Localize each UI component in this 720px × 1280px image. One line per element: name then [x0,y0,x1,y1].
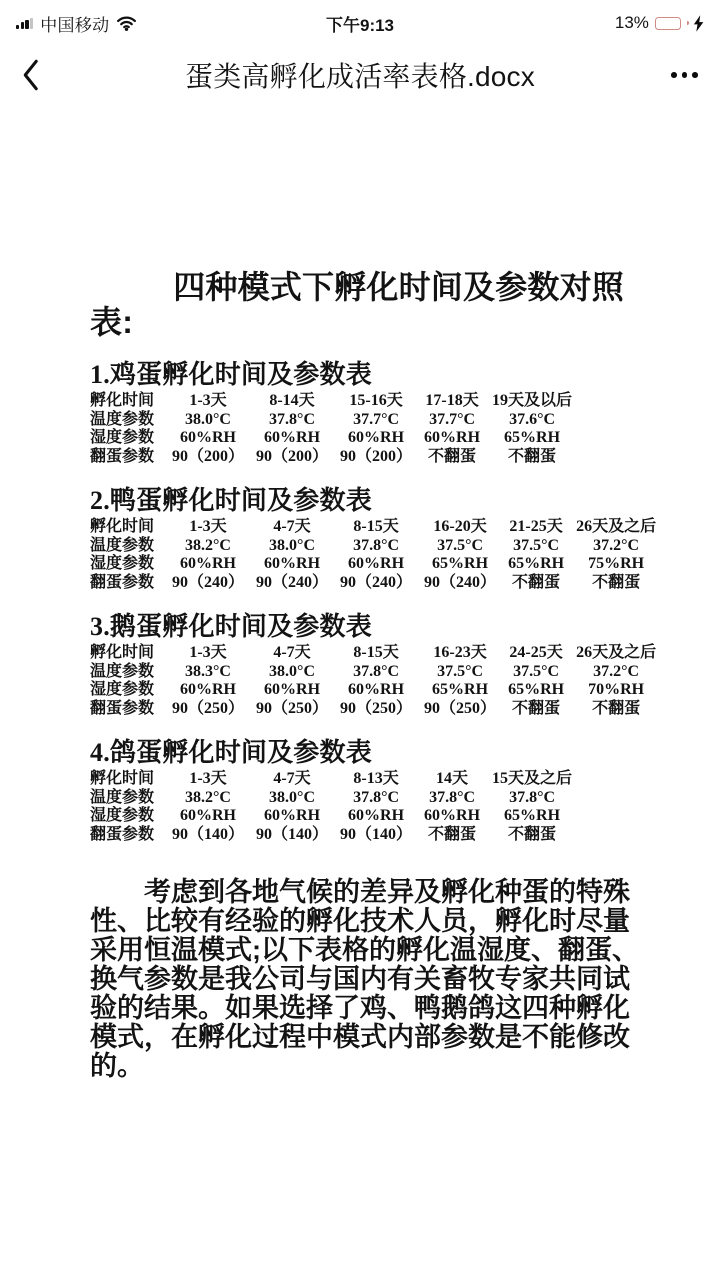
table-cell: 60%RH [180,429,236,446]
table-cell: 37.2°C [593,662,640,680]
table-cell: 8-15天 [353,644,399,661]
table-cell: 37.6°C [509,410,556,428]
table-cell: 65%RH [504,807,561,824]
parameter-table [90,392,578,466]
battery-icon [655,17,681,30]
table-cell: 8-14天 [269,392,315,409]
table-cell: 60%RH [424,429,481,446]
table-cell: 65%RH [432,555,489,572]
table-cell: 37.8°C [429,788,476,806]
battery-percent-label: 13% [614,13,649,32]
table-cell: 38.2°C [185,536,231,554]
document-page [0,269,657,1081]
table-cell: 90（250） [256,699,329,717]
table-cell: 65%RH [508,681,565,698]
table-cell: 37.8°C [353,536,400,554]
table-cell: 60%RH [264,807,321,824]
carrier-label: 中国移动 [40,15,110,35]
table-cell: 37.8°C [269,410,315,428]
table-cell: 90（140） [256,825,329,843]
table-cell: 37.5°C [437,662,484,680]
table-row [90,518,662,537]
table-row [90,555,662,574]
table-cell: 37.8°C [353,788,400,806]
row-label: 温度参数 [90,662,155,680]
table-cell: 60%RH [264,429,321,446]
table-cell: 不翻蛋 [512,573,561,591]
table-cell: 90（250） [424,699,497,717]
table-cell: 60%RH [424,807,481,824]
table-cell: 90（240） [256,573,329,591]
row-label: 温度参数 [90,536,155,554]
table-cell: 37.8°C [353,662,400,680]
table-row [90,663,662,682]
table-row [90,770,578,789]
section-heading: 4.鸽蛋孵化时间及参数表 [90,738,372,767]
table-cell: 38.0°C [269,788,315,806]
table-cell: 70%RH [588,681,645,698]
table-row [90,807,578,826]
table-cell: 14天 [436,770,469,787]
row-label: 湿度参数 [90,681,155,698]
table-cell: 16-23天 [433,644,487,661]
document-note-paragraph: 考虑到各地气候的差异及孵化种蛋的特殊性、比较有经验的孵化技术人员，孵化时尽量采用恒温模式;以下表格的孵化温湿度、翻蛋、换气参数是我公司与国内有关畜牧专家共同试验的结果。如果选择了鸡、鸭鹅鸽这四种孵化模式，在孵化过程中模式内部参数是不能修改的。 [90,877,639,1081]
section-heading: 3.鹅蛋孵化时间及参数表 [90,612,372,641]
table-cell: 17-18天 [425,392,479,409]
back-button[interactable] [22,59,52,91]
table-cell: 24-25天 [509,644,563,661]
section-heading: 1.鸡蛋孵化时间及参数表 [90,360,372,389]
table-cell: 38.0°C [269,536,315,554]
table-cell: 60%RH [180,555,236,572]
table-cell: 不翻蛋 [512,699,561,717]
more-options-button[interactable] [671,72,698,78]
table-cell: 不翻蛋 [508,825,557,843]
table-cell: 1-3天 [189,392,227,409]
table-cell: 不翻蛋 [592,699,641,717]
row-label: 翻蛋参数 [90,825,155,843]
table-row [90,429,578,448]
table-cell: 37.5°C [437,536,484,554]
table-cell: 90（250） [340,699,413,717]
chevron-left-icon [22,59,39,91]
table-cell: 37.7°C [353,410,400,428]
table-cell: 1-3天 [189,518,227,535]
table-row [90,448,578,467]
parameter-table [90,770,578,844]
table-cell: 4-7天 [273,770,311,787]
table-cell: 90（140） [172,825,245,843]
row-label: 孵化时间 [90,518,155,535]
table-cell: 15天及之后 [492,770,573,787]
table-cell: 60%RH [348,429,405,446]
table-cell: 90（200） [340,447,413,465]
table-cell: 90（200） [256,447,329,465]
status-time: 下午9:13 [325,15,395,35]
table-cell: 75%RH [588,555,645,572]
parameter-table [90,518,662,592]
table-cell: 不翻蛋 [508,447,557,465]
more-ellipsis-icon [671,72,698,78]
table-row [90,644,662,663]
table-cell: 90（250） [172,699,245,717]
parameter-table [90,644,662,718]
table-cell: 26天及之后 [576,518,657,535]
table-row [90,411,578,430]
table-cell: 60%RH [264,555,321,572]
row-label: 湿度参数 [90,807,155,824]
row-label: 孵化时间 [90,770,155,787]
table-cell: 60%RH [264,681,321,698]
table-cell: 4-7天 [273,644,311,661]
document-title-bar: 蛋类高孵化成活率表格.docx [185,61,535,92]
table-cell: 26天及之后 [576,644,657,661]
table-cell: 38.0°C [269,662,315,680]
table-cell: 65%RH [508,555,565,572]
table-cell: 不翻蛋 [428,825,477,843]
table-cell: 90（240） [424,573,497,591]
table-row [90,681,662,700]
row-label: 翻蛋参数 [90,573,155,591]
table-cell: 不翻蛋 [592,573,641,591]
table-cell: 不翻蛋 [428,447,477,465]
table-cell: 60%RH [348,681,405,698]
row-label: 翻蛋参数 [90,699,155,717]
section-heading: 2.鸭蛋孵化时间及参数表 [90,486,372,515]
table-cell: 65%RH [432,681,489,698]
table-row [90,789,578,808]
status-bar [0,0,720,42]
table-cell: 38.3°C [185,662,231,680]
row-label: 温度参数 [90,788,155,806]
table-cell: 4-7天 [273,518,311,535]
table-cell: 90（200） [172,447,245,465]
table-cell: 1-3天 [189,770,227,787]
table-cell: 90（240） [340,573,413,591]
table-cell: 21-25天 [509,518,563,535]
table-cell: 90（240） [172,573,245,591]
document-heading: 四种模式下孵化时间及参数对照表: [90,269,624,340]
table-cell: 37.5°C [513,536,560,554]
table-cell: 60%RH [348,807,405,824]
table-row [90,392,578,411]
table-cell: 60%RH [348,555,405,572]
table-cell: 1-3天 [189,644,227,661]
table-cell: 38.2°C [185,788,231,806]
row-label: 湿度参数 [90,429,155,446]
table-cell: 37.2°C [593,536,640,554]
table-cell: 90（140） [340,825,413,843]
row-label: 孵化时间 [90,392,155,409]
table-row [90,826,578,845]
table-cell: 15-16天 [349,392,403,409]
document-sections [90,360,657,844]
row-label: 湿度参数 [90,555,155,572]
nav-bar [0,42,720,108]
table-cell: 19天及以后 [492,392,573,409]
table-cell: 37.7°C [429,410,476,428]
row-label: 温度参数 [90,410,155,428]
table-cell: 37.8°C [509,788,556,806]
table-cell: 60%RH [180,681,236,698]
table-row [90,700,662,719]
row-label: 翻蛋参数 [90,447,155,465]
table-cell: 60%RH [180,807,236,824]
table-cell: 65%RH [504,429,561,446]
row-label: 孵化时间 [90,644,155,661]
table-cell: 37.5°C [513,662,560,680]
table-row [90,537,662,556]
table-cell: 8-15天 [353,518,399,535]
table-row [90,574,662,593]
table-cell: 38.0°C [185,410,231,428]
table-cell: 16-20天 [433,518,487,535]
table-cell: 8-13天 [353,770,399,787]
